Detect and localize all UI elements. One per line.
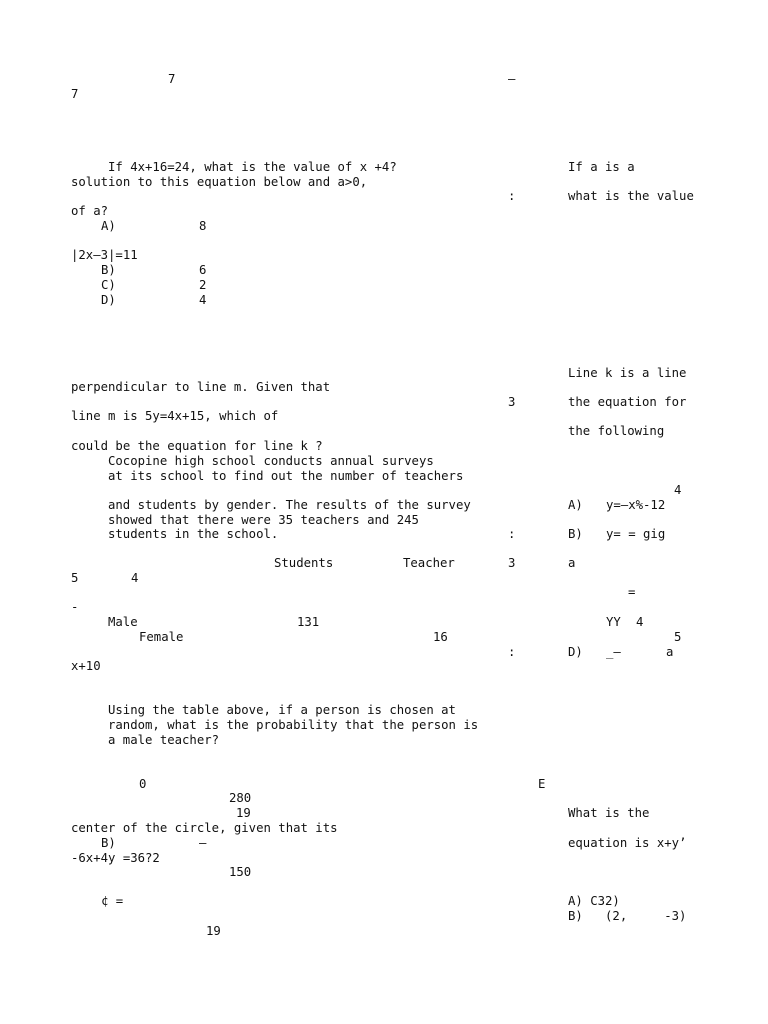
answer-fragment: 0 [139, 777, 147, 791]
question-text: line m is 5y=4x+15, which of [71, 409, 279, 423]
question-text: What is the [568, 806, 650, 820]
question-text: Cocopine high school conducts annual surveys [108, 454, 434, 468]
question-text: showed that there were 35 teachers and 245 [108, 513, 419, 527]
question-text: of a? [71, 204, 109, 218]
choice-value: 8 [199, 219, 207, 233]
choice-label: B) [101, 263, 116, 277]
choice-value: a [666, 645, 674, 659]
header-number: 7 [71, 87, 79, 101]
equation-text: |2x—3|=11 [71, 248, 138, 262]
table-header: Teacher [403, 556, 455, 570]
table-row-label: Male [108, 615, 138, 629]
question-text: the equation for [568, 395, 687, 409]
choice-value: y= = gig [606, 527, 666, 541]
choice-label: D) [568, 645, 583, 659]
answer-fragment: 280 [229, 791, 252, 805]
choice-value: 4 [636, 615, 644, 629]
fraction-part: 5 [674, 630, 682, 644]
margin-mark: : [508, 189, 516, 203]
answer-fragment: 19 [206, 924, 221, 938]
question-number: 3 [508, 395, 516, 409]
table-number: 4 [131, 571, 139, 585]
question-text: and students by gender. The results of the survey [108, 498, 471, 512]
table-number: 5 [71, 571, 79, 585]
choice-value: = [628, 585, 636, 599]
choice-label: A) [101, 219, 116, 233]
margin-mark: : [508, 645, 516, 659]
choice-value: YY [606, 615, 621, 629]
question-text: Using the table above, if a person is chosen at [108, 703, 456, 717]
question-text: Line k is a line [568, 366, 687, 380]
choice-value: 4 [199, 293, 207, 307]
question-text: students in the school. [108, 527, 279, 541]
margin-mark: : [508, 527, 516, 541]
question-text: random, what is the probability that the person is [108, 718, 479, 732]
question-text: the following [568, 424, 665, 438]
table-row-label: Female [139, 630, 184, 644]
choice-value: 6 [199, 263, 207, 277]
choice-value: a [568, 556, 576, 570]
question-text: at its school to find out the number of teachers [108, 469, 464, 483]
choice-value: 2 [199, 278, 207, 292]
fraction-part: 4 [674, 483, 682, 497]
choice-label: A) [568, 498, 583, 512]
equation-text: -6x+4y =36?2 [71, 851, 160, 865]
choice-value: _— [606, 645, 621, 659]
answer-fragment: E [538, 777, 546, 791]
question-text: If 4x+16=24, what is the value of x +4? [108, 160, 397, 174]
choice-value: y=—x%-12 [606, 498, 666, 512]
answer-fragment: ¢ = [101, 894, 124, 908]
margin-mark: - [71, 600, 79, 614]
question-text: could be the equation for line k ? [71, 439, 323, 453]
header-dash: — [508, 72, 516, 86]
table-cell: 131 [297, 615, 320, 629]
choice-label: C) [101, 278, 116, 292]
equation-text: x+10 [71, 659, 101, 673]
question-text: equation is x+y’ [568, 836, 687, 850]
choice-label: B) [101, 836, 116, 850]
table-cell: 16 [433, 630, 448, 644]
answer-fragment: 150 [229, 865, 252, 879]
choice-text: B) (2, -3) [568, 909, 687, 923]
choice-label: D) [101, 293, 116, 307]
question-text: solution to this equation below and a>0, [71, 175, 368, 189]
question-text: If a is a [568, 160, 635, 174]
choice-value: — [199, 836, 207, 850]
answer-fragment: 19 [236, 806, 251, 820]
choice-text: A) C32) [568, 894, 620, 908]
header-number: 7 [168, 72, 176, 86]
choice-label: B) [568, 527, 583, 541]
question-number: 3 [508, 556, 516, 570]
question-text: perpendicular to line m. Given that [71, 380, 331, 394]
question-text: what is the value [568, 189, 694, 203]
question-text: center of the circle, given that its [71, 821, 338, 835]
table-header: Students [274, 556, 334, 570]
question-text: a male teacher? [108, 733, 220, 747]
